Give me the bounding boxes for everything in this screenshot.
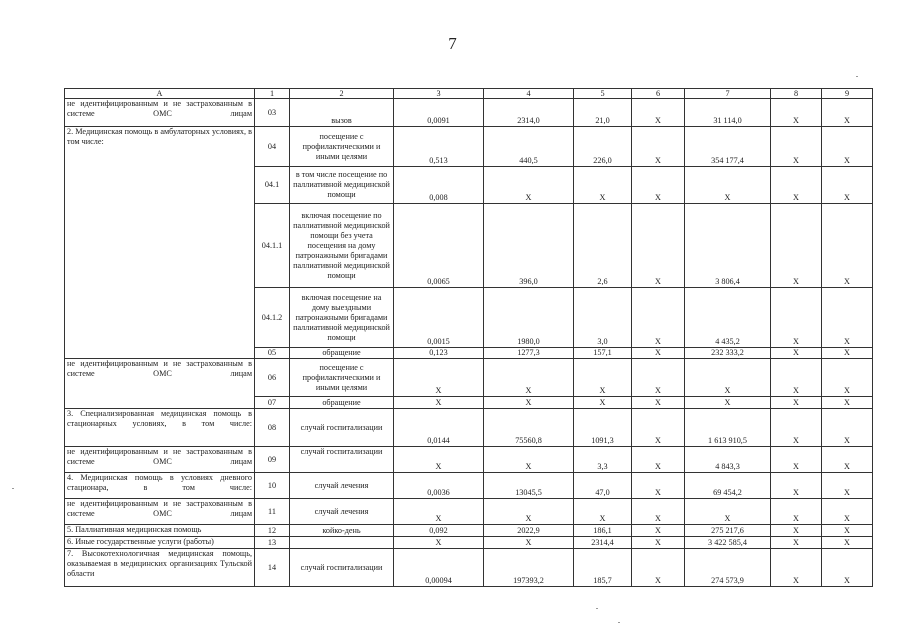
table-cell: X (394, 397, 484, 409)
table-cell: X (632, 397, 685, 409)
table-cell: X (632, 537, 685, 549)
row-description: не идентифицированным и не застрахованным в системе ОМС лицам (65, 359, 255, 409)
table-cell: X (771, 397, 822, 409)
row-code: 04.1 (255, 167, 290, 204)
column-header: 1 (255, 89, 290, 99)
table-cell: X (574, 499, 632, 525)
table-cell: X (632, 167, 685, 204)
table-cell: X (771, 499, 822, 525)
scan-speck (12, 488, 14, 489)
table-cell: X (822, 167, 873, 204)
row-unit: случай госпитализации (290, 409, 394, 447)
table-cell: 1091,3 (574, 409, 632, 447)
row-code: 11 (255, 499, 290, 525)
row-code: 04.1.1 (255, 204, 290, 288)
row-description: не идентифицированным и не застрахованным в системе ОМС лицам (65, 99, 255, 127)
table-cell: 197393,2 (484, 549, 574, 587)
table-cell: 31 114,0 (685, 99, 771, 127)
row-code: 07 (255, 397, 290, 409)
table-cell: X (484, 499, 574, 525)
column-header: 8 (771, 89, 822, 99)
table-cell: 2314,0 (484, 99, 574, 127)
table-cell: X (771, 204, 822, 288)
row-code: 04 (255, 127, 290, 167)
table-cell: 21,0 (574, 99, 632, 127)
row-code: 05 (255, 348, 290, 359)
row-code: 10 (255, 473, 290, 499)
table-header-row (65, 89, 873, 99)
row-unit: обращение (290, 397, 394, 409)
table-cell: X (771, 288, 822, 348)
table-cell: X (484, 537, 574, 549)
row-description: 3. Специализированная медицинская помощь в стационарных условиях, в том числе: (65, 409, 255, 447)
table-cell: X (822, 549, 873, 587)
table-cell: 0,0015 (394, 288, 484, 348)
table-cell: X (822, 99, 873, 127)
table-cell: 47,0 (574, 473, 632, 499)
table-cell: 75560,8 (484, 409, 574, 447)
row-unit: посещение с профилактическими и иными целями (290, 359, 394, 397)
row-code: 12 (255, 525, 290, 537)
row-unit: случай госпитализации (290, 447, 394, 473)
table-cell: 0,0144 (394, 409, 484, 447)
table-cell: 3 806,4 (685, 204, 771, 288)
table-row (65, 499, 873, 525)
column-header: 7 (685, 89, 771, 99)
table-cell: 0,0065 (394, 204, 484, 288)
row-code: 08 (255, 409, 290, 447)
table-cell: 1277,3 (484, 348, 574, 359)
table-cell: 2314,4 (574, 537, 632, 549)
table-cell: X (632, 447, 685, 473)
table-cell: X (394, 447, 484, 473)
row-code: 04.1.2 (255, 288, 290, 348)
table-cell: X (685, 499, 771, 525)
row-unit: вызов (290, 99, 394, 127)
table-cell: X (822, 499, 873, 525)
row-unit (290, 537, 394, 549)
table-cell: X (484, 397, 574, 409)
table-cell: X (632, 525, 685, 537)
table-cell: X (484, 359, 574, 397)
table-cell: X (394, 537, 484, 549)
table-cell: X (632, 549, 685, 587)
table-cell: X (771, 127, 822, 167)
table-row (65, 99, 873, 127)
table-cell: 0,123 (394, 348, 484, 359)
row-unit: посещение с профилактическими и иными целями (290, 127, 394, 167)
column-header: 9 (822, 89, 873, 99)
table-cell: 440,5 (484, 127, 574, 167)
row-description: 4. Медицинская помощь в условиях дневного стационара, в том числе: (65, 473, 255, 499)
table-cell: 226,0 (574, 127, 632, 167)
column-header: 2 (290, 89, 394, 99)
table-cell: X (771, 549, 822, 587)
table-cell: 186,1 (574, 525, 632, 537)
column-header: 6 (632, 89, 685, 99)
table-cell: 274 573,9 (685, 549, 771, 587)
table-cell: X (822, 288, 873, 348)
table-cell: X (394, 359, 484, 397)
table-cell: X (685, 167, 771, 204)
table-cell: X (632, 359, 685, 397)
table-cell: 3,3 (574, 447, 632, 473)
table-cell: 69 454,2 (685, 473, 771, 499)
table-cell: X (574, 359, 632, 397)
table-cell: X (822, 359, 873, 397)
column-header: A (65, 89, 255, 99)
table-cell: 0,00094 (394, 549, 484, 587)
table-cell: X (771, 473, 822, 499)
table-cell: X (771, 348, 822, 359)
column-header: 3 (394, 89, 484, 99)
row-code: 06 (255, 359, 290, 397)
table-cell: 13045,5 (484, 473, 574, 499)
table-cell: X (771, 447, 822, 473)
table-cell: X (822, 473, 873, 499)
table-cell: 1 613 910,5 (685, 409, 771, 447)
scan-speck (856, 76, 858, 77)
row-code: 14 (255, 549, 290, 587)
table-cell: X (771, 525, 822, 537)
table-cell: X (632, 127, 685, 167)
table-cell: X (822, 204, 873, 288)
table-row (65, 359, 873, 397)
table-cell: X (822, 127, 873, 167)
row-unit: в том числе посещение по паллиативной медицинской помощи (290, 167, 394, 204)
table-cell: X (822, 409, 873, 447)
table-row (65, 409, 873, 447)
table-cell: X (771, 409, 822, 447)
tariff-table (64, 88, 873, 587)
row-unit: включая посещение по паллиативной медицинской помощи без учета посещения на дому патронажными бригадами паллиативной медицинской помощи (290, 204, 394, 288)
table-row (65, 549, 873, 587)
table-cell: 396,0 (484, 204, 574, 288)
table-cell: X (771, 359, 822, 397)
row-description: не идентифицированным и не застрахованным в системе ОМС лицам (65, 447, 255, 473)
table-cell: X (632, 288, 685, 348)
table-cell: 3 422 585,4 (685, 537, 771, 549)
table-cell: X (771, 167, 822, 204)
table-cell: 0,008 (394, 167, 484, 204)
row-code: 03 (255, 99, 290, 127)
row-unit: койко-день (290, 525, 394, 537)
row-description: 7. Высокотехнологичная медицинская помощь, оказываемая в медицинских организациях Тульской области (65, 549, 255, 587)
table-cell: X (632, 99, 685, 127)
table-cell: 275 217,6 (685, 525, 771, 537)
column-header: 5 (574, 89, 632, 99)
row-description: не идентифицированным и не застрахованным в системе ОМС лицам (65, 499, 255, 525)
row-description: 6. Иные государственные услуги (работы) (65, 537, 255, 549)
table-row (65, 447, 873, 473)
table-cell: 3,0 (574, 288, 632, 348)
page-number: 7 (448, 34, 457, 53)
row-code: 09 (255, 447, 290, 473)
row-unit: обращение (290, 348, 394, 359)
table-cell: 0,0091 (394, 99, 484, 127)
table-row (65, 525, 873, 537)
column-header: 4 (484, 89, 574, 99)
scan-speck (596, 608, 598, 609)
table-cell: X (822, 525, 873, 537)
table-cell: 0,513 (394, 127, 484, 167)
table-cell: X (822, 397, 873, 409)
row-unit: случай лечения (290, 473, 394, 499)
row-unit: случай лечения (290, 499, 394, 525)
table-cell: 0,092 (394, 525, 484, 537)
table-cell: X (822, 447, 873, 473)
table-cell: X (632, 409, 685, 447)
table-cell: X (632, 204, 685, 288)
row-code: 13 (255, 537, 290, 549)
scan-speck (618, 622, 620, 623)
table-row (65, 127, 873, 167)
table-cell: 4 843,3 (685, 447, 771, 473)
table-cell: X (771, 537, 822, 549)
table-cell: X (632, 499, 685, 525)
table-cell: X (632, 348, 685, 359)
row-unit: случай госпитализации (290, 549, 394, 587)
table-cell: X (632, 473, 685, 499)
table-cell: 157,1 (574, 348, 632, 359)
row-description: 5. Паллиативная медицинская помощь (65, 525, 255, 537)
table-cell: 0,0036 (394, 473, 484, 499)
row-description: 2. Медицинская помощь в амбулаторных условиях, в том числе: (65, 127, 255, 359)
table-row (65, 473, 873, 499)
table-cell: X (394, 499, 484, 525)
table-cell: X (574, 167, 632, 204)
table-row (65, 537, 873, 549)
table-cell: 2022,9 (484, 525, 574, 537)
table-cell: 232 333,2 (685, 348, 771, 359)
table-cell: 2,6 (574, 204, 632, 288)
table-cell: 4 435,2 (685, 288, 771, 348)
table-cell: 185,7 (574, 549, 632, 587)
table-cell: X (822, 348, 873, 359)
table-cell: X (771, 99, 822, 127)
table-cell: X (822, 537, 873, 549)
table-cell: X (685, 359, 771, 397)
table-cell: X (685, 397, 771, 409)
table-cell: 1980,0 (484, 288, 574, 348)
table-cell: X (484, 167, 574, 204)
row-unit: включая посещение на дому выездными патронажными бригадами паллиативной медицинской помощи (290, 288, 394, 348)
table-cell: X (574, 397, 632, 409)
table-cell: 354 177,4 (685, 127, 771, 167)
table-cell: X (484, 447, 574, 473)
